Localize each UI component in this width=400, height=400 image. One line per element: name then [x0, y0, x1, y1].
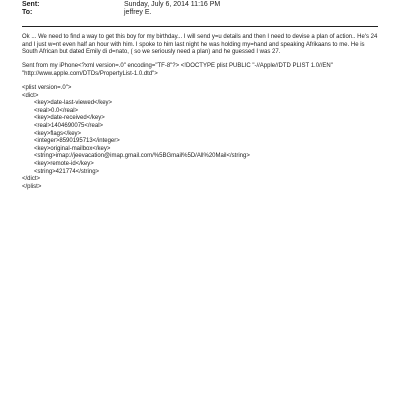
plist-line: <integer>8590195713</integer>	[34, 138, 120, 145]
plist-line: <key>date-last-viewed</key>	[34, 100, 113, 107]
plist-line: <string>imap://jeevacation@imap.gmail.com/%5BGmail%5D/All%20Mail</string>	[34, 153, 250, 160]
plist-line: <real>1404690075</real>	[34, 122, 104, 129]
header-divider	[22, 26, 378, 27]
plist-line: </dict>	[22, 176, 41, 183]
to-value: jeffrey E.	[124, 9, 152, 16]
plist-line: <key>remote-id</key>	[34, 160, 94, 167]
plist-line: <key>flags</key>	[34, 130, 82, 137]
plist-line: <dict>	[22, 92, 39, 99]
plist-line: <string>421774</string>	[34, 168, 100, 175]
signature-paragraph: Sent from my iPhone<?xml version=.0" encoding="TF-8"?> <!DOCTYPE plist PUBLIC "-//Apple//DTD PLIST 1.0//EN" "http://www.apple.com/DTDs/PropertyList-1.0.dtd">	[22, 63, 333, 77]
plist-line: <key>date-received</key>	[34, 115, 105, 122]
sent-value: Sunday, July 6, 2014 11:16 PM	[124, 1, 221, 8]
plist-line: <real>0.0</real>	[34, 107, 79, 114]
plist-line: <plist version=.0">	[22, 84, 72, 91]
sent-label: Sent:	[22, 1, 40, 8]
plist-block	[22, 85, 378, 191]
plist-line: </plist>	[22, 183, 42, 190]
message-paragraph: Ok ... We need to find a way to get this boy for my birthday... I will send y=u details and then I need to devise a plan of action.. He's 24 and I just w=nt even half an hour with him. I spoke to him last night he was holding my=hand and speaking Afrikaans to me. He is South African but dated Emily di d=nato, ( so we seriously need a plan) and he guessed I was 27.	[22, 34, 378, 56]
plist-line: <key>original-mailbox</key>	[34, 145, 111, 152]
to-label: To:	[22, 9, 33, 16]
email-body	[22, 34, 378, 191]
